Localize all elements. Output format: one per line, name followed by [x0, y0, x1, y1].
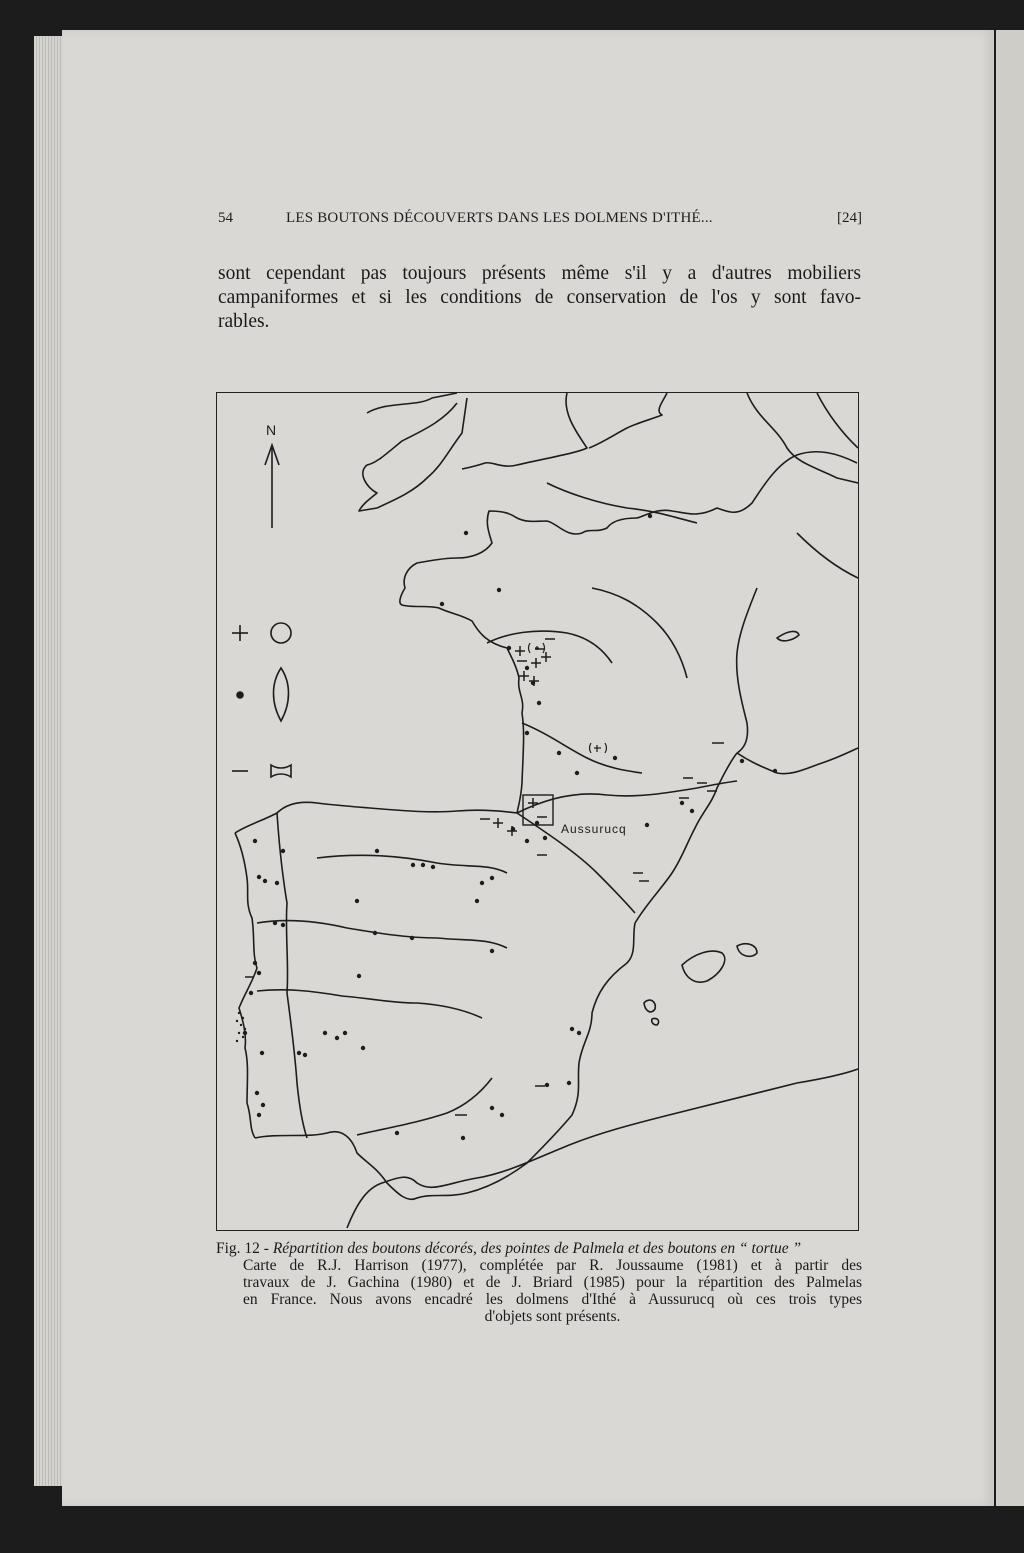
- body-line: rables.: [218, 311, 270, 332]
- river-guadiana: [257, 990, 482, 1018]
- caption-line: Carte de R.J. Harrison (1977), complétée par R. Joussaume (1981) et à partir des: [243, 1257, 862, 1274]
- coastline-france-med: [737, 748, 858, 774]
- body-line: campaniformes et si les conditions de conservation de l'os y sont favo-: [218, 287, 861, 308]
- river-garonne: [522, 723, 642, 773]
- border-pyrenees: [517, 781, 737, 813]
- river-loire: [592, 588, 687, 678]
- distribution-map: [216, 392, 859, 1231]
- island-corsica: [777, 631, 799, 640]
- coastline-england-east: [589, 393, 667, 448]
- coastline-andalusia: [255, 923, 635, 1199]
- bracket-plus-marks: [529, 643, 607, 753]
- coastline-africa: [347, 1069, 858, 1228]
- coastline-brittany: [400, 452, 857, 713]
- coastline-britain: [359, 393, 467, 511]
- island-formentera: [652, 1018, 659, 1025]
- caption-line: en France. Nous avons encadré les dolmens d'Ithé à Aussurucq où ces trois types: [243, 1291, 862, 1308]
- map-drawing: [217, 393, 858, 1230]
- page-number: 54: [218, 210, 233, 226]
- map-legend: [232, 445, 291, 777]
- coastline-england-south: [462, 393, 587, 469]
- bracket-number: [24]: [837, 210, 862, 226]
- caption-line: d'objets sont présents.: [484, 1308, 621, 1325]
- legend-tortoise-button-icon: [271, 765, 291, 777]
- river-tajo: [257, 921, 507, 948]
- caption-title-line: [216, 1240, 862, 1257]
- border-portugal: [277, 813, 307, 1138]
- body-paragraph: [218, 262, 861, 334]
- river-north-east: [817, 393, 858, 448]
- coastline-portugal: [235, 833, 257, 1138]
- aussurucq-label: Aussurucq: [561, 822, 627, 836]
- north-label: N: [266, 422, 277, 438]
- plus-marks: [493, 646, 551, 836]
- island-ibiza: [644, 1000, 655, 1012]
- caption-body: [216, 1257, 862, 1325]
- body-line: sont cependant pas toujours présents même s'il y a d'autres mobiliers: [218, 263, 861, 284]
- running-title: LES BOUTONS DÉCOUVERTS DANS LES DOLMENS D'ITHÉ...: [286, 210, 713, 226]
- legend-palmela-point-icon: [274, 668, 289, 721]
- island-menorca: [737, 944, 757, 957]
- river-alps: [797, 533, 858, 578]
- figure-label: Fig. 12 -: [216, 1240, 273, 1257]
- figure-caption: [216, 1240, 862, 1325]
- river-seine: [547, 483, 697, 523]
- caption-line: travaux de J. Gachina (1980) et de J. Briard (1985) pour la répartition des Palmelas: [243, 1274, 862, 1291]
- next-page-edge: [996, 30, 1024, 1506]
- river-guadalquivir: [357, 1078, 492, 1135]
- dot-marks: [243, 514, 777, 1140]
- legend-decorated-button-icon: [271, 623, 291, 643]
- island-mallorca: [682, 951, 725, 982]
- figure-title: Répartition des boutons décorés, des pointes de Palmela et des boutons en “ tortue ”: [272, 1240, 802, 1257]
- river-rhine: [747, 393, 858, 483]
- running-header: [218, 210, 862, 232]
- legend-dot-icon: [237, 692, 243, 698]
- dash-marks: [245, 639, 724, 1115]
- river-rhone: [737, 588, 757, 753]
